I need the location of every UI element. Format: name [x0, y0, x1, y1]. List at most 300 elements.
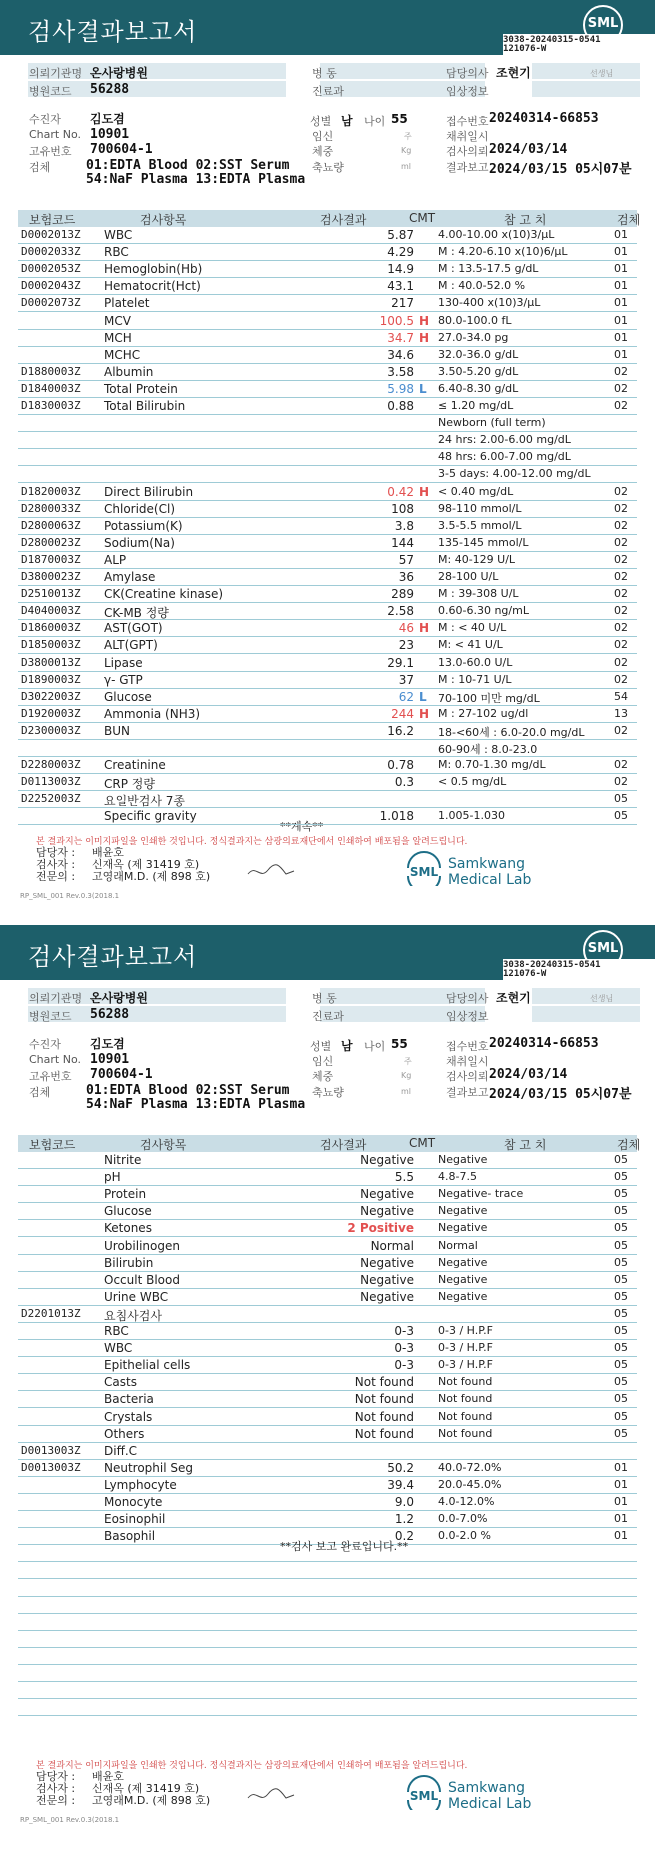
- table-row: [18, 1272, 637, 1289]
- row-specimen: 02: [614, 364, 628, 378]
- row-item: Sodium(Na): [104, 535, 175, 550]
- row-reference: 3.5-5.5 mmol/L: [438, 518, 522, 532]
- row-item: Eosinophil: [104, 1512, 166, 1527]
- row-reference: 27.0-34.0 pg: [438, 330, 509, 344]
- row-result: 4.29: [387, 245, 414, 260]
- row-item: Amylase: [104, 570, 156, 584]
- row-item: Monocyte: [104, 1495, 163, 1509]
- chart-value: 10901: [90, 1052, 130, 1067]
- examiner-value: 신재옥 (제 31419 호): [92, 1782, 200, 1795]
- weight-label: 체중: [312, 1070, 334, 1083]
- table-row: [18, 757, 637, 774]
- sex-value: 남: [341, 1039, 353, 1053]
- row-specimen: 05: [614, 1289, 628, 1303]
- row-specimen: 02: [614, 672, 628, 686]
- row-code: D0002073Z: [21, 296, 81, 310]
- row-code: D3022003Z: [21, 689, 81, 703]
- staff-value: 배윤호: [92, 1770, 124, 1783]
- inst-label: 의뢰기관명: [29, 992, 83, 1005]
- row-code: D1870003Z: [21, 552, 81, 566]
- row-specimen: 01: [614, 296, 628, 310]
- row-result: Negative: [360, 1272, 414, 1287]
- weight-label: 체중: [312, 145, 334, 158]
- row-item: Specific gravity: [104, 809, 197, 824]
- table-row: [18, 740, 637, 757]
- row-result: 9.0: [394, 1495, 414, 1509]
- row-item: MCHC: [104, 347, 141, 362]
- table-row: [18, 1220, 637, 1237]
- row-result: 39.4: [387, 1477, 414, 1492]
- revision-code: RP_SML_001 Rev.0.3(2018.1: [20, 892, 120, 900]
- row-reference: 0-3 / H.P.F: [438, 1324, 493, 1337]
- row-reference: < 0.5 mg/dL: [438, 775, 507, 789]
- clin-label: 임상정보: [446, 85, 489, 98]
- row-item: WBC: [104, 1341, 133, 1356]
- table-row: [18, 1614, 637, 1631]
- row-specimen: 05: [614, 1170, 628, 1184]
- row-specimen: 05: [614, 1426, 628, 1440]
- row-specimen: 02: [614, 758, 628, 772]
- row-code: D2252003Z: [21, 792, 81, 806]
- result-value: 2024/03/15 05시07분: [489, 162, 632, 177]
- table-row: [18, 689, 637, 706]
- row-specimen: 02: [614, 399, 628, 412]
- row-specimen: 05: [614, 1255, 628, 1269]
- row-result: Negative: [360, 1187, 414, 1202]
- row-specimen: 05: [614, 1392, 628, 1406]
- cmt-header: CMT: [409, 211, 436, 225]
- row-result: 37: [398, 672, 414, 687]
- table-row: [18, 1323, 637, 1340]
- table-row: [18, 261, 637, 278]
- id-value: 700604-1: [90, 142, 153, 157]
- inst-value: 온사랑병원: [90, 66, 148, 80]
- report-code-box: [503, 34, 655, 55]
- info-bar: [532, 81, 640, 97]
- table-row: [18, 1494, 637, 1511]
- row-reference: M : 40.0-52.0 %: [438, 279, 526, 293]
- row-specimen: 01: [614, 1529, 628, 1543]
- code-header: 보험코드: [29, 213, 76, 227]
- info-bar: [532, 63, 640, 79]
- row-specimen: 02: [614, 723, 628, 737]
- samkwang-logo-icon: [402, 846, 446, 886]
- row-item: Diff.C: [104, 1443, 138, 1458]
- doctor-label: 담당의사: [446, 992, 489, 1005]
- report-sub: 121076-W: [503, 969, 547, 979]
- row-specimen: 05: [614, 1221, 628, 1235]
- row-item: WBC: [104, 228, 133, 242]
- table-row: [18, 1699, 637, 1716]
- table-row: [18, 723, 637, 740]
- ward-label: 병 동: [312, 67, 337, 80]
- row-specimen: 05: [614, 1409, 628, 1423]
- row-code: D2800033Z: [21, 501, 81, 515]
- row-reference: 1.005-1.030: [438, 809, 505, 823]
- row-item: Lymphocyte: [104, 1477, 177, 1492]
- table-row: [18, 535, 637, 552]
- table-row: [18, 637, 637, 654]
- row-reference: Negative: [438, 1289, 488, 1303]
- table-row: [18, 1648, 637, 1665]
- row-specimen: 02: [614, 381, 628, 395]
- row-specimen: 05: [614, 1375, 628, 1389]
- row-item: Ketones: [104, 1221, 152, 1236]
- req-value: 2024/03/14: [489, 142, 568, 157]
- row-item: AST(GOT): [104, 621, 163, 636]
- row-result: 3.58: [387, 364, 414, 379]
- row-result: Negative: [360, 1153, 414, 1167]
- row-item: Albumin: [104, 364, 154, 379]
- row-specimen: 01: [614, 347, 628, 361]
- row-code: D4040003Z: [21, 604, 81, 618]
- footer-note: 본 결과지는 이미지파일을 인쇄한 것입니다. 정식결과지는 삼광의료재단에서 인쇄하여 배포됨을 알려드립니다.: [36, 837, 468, 847]
- row-result: 1.2: [394, 1512, 414, 1527]
- doctor-value: 조현기: [496, 66, 531, 80]
- doctor-unit: 선생님: [590, 69, 614, 78]
- row-code: D1850003Z: [21, 638, 81, 652]
- row-flag: L: [419, 381, 427, 396]
- row-result: 5.5: [394, 1170, 414, 1185]
- row-item: Total Bilirubin: [104, 399, 186, 413]
- report-sub: 121076-W: [503, 44, 547, 54]
- row-flag: H: [419, 706, 430, 721]
- table-row: [18, 518, 637, 535]
- item-header: 검사항목: [140, 1138, 187, 1152]
- row-reference: M : 13.5-17.5 g/dL: [438, 262, 539, 276]
- row-result: Not found: [354, 1375, 414, 1390]
- row-reference: 0.0-2.0 %: [438, 1529, 491, 1543]
- table-row: [18, 244, 637, 261]
- row-reference: 20.0-45.0%: [438, 1477, 502, 1491]
- row-result: 144: [391, 535, 414, 550]
- row-code: D1840003Z: [21, 381, 81, 395]
- specialist-label: 전문의 :: [36, 870, 76, 883]
- table-row: [18, 1152, 637, 1169]
- table-row: [18, 415, 637, 432]
- row-reference: Not found: [438, 1392, 493, 1406]
- row-item: Urine WBC: [104, 1289, 169, 1304]
- results-table-header: [18, 1135, 641, 1152]
- row-reference: M : 27-102 ug/dl: [438, 706, 529, 720]
- table-row: [18, 1340, 637, 1357]
- dept-label: 진료과: [312, 85, 344, 98]
- table-row: [18, 278, 637, 295]
- table-row: [18, 1186, 637, 1203]
- signature-image: [246, 862, 296, 882]
- hospcode-label: 병원코드: [29, 1010, 72, 1023]
- row-reference: M: 40-129 U/L: [438, 552, 516, 566]
- row-reference: 40.0-72.0%: [438, 1460, 502, 1474]
- row-specimen: 02: [614, 501, 628, 515]
- id-label: 고유번호: [29, 1070, 72, 1083]
- sml-logo: SML: [583, 5, 623, 45]
- reception-label: 접수번호: [446, 115, 489, 128]
- table-row: [18, 1511, 637, 1528]
- row-result: 2.58: [387, 604, 414, 619]
- row-specimen: 05: [614, 792, 628, 806]
- row-specimen: 02: [614, 535, 628, 549]
- row-reference: M : 39-308 U/L: [438, 587, 519, 601]
- row-reference: 4.8-7.5: [438, 1170, 477, 1184]
- inst-label: 의뢰기관명: [29, 67, 83, 80]
- row-item: Direct Bilirubin: [104, 484, 194, 499]
- row-item: Glucose: [104, 689, 152, 704]
- row-specimen: 02: [614, 570, 628, 583]
- lab-name-2: Medical Lab: [448, 1796, 532, 1812]
- row-reference: 4.00-10.00 x(10)3/μL: [438, 228, 555, 241]
- row-specimen: 02: [614, 621, 628, 635]
- row-result: 46: [398, 621, 414, 636]
- row-specimen: 05: [614, 1306, 628, 1320]
- specimen-header: 검체: [617, 1138, 641, 1152]
- row-reference: 98-110 mmol/L: [438, 501, 522, 515]
- row-result: Negative: [360, 1289, 414, 1304]
- table-row: [18, 655, 637, 672]
- table-row: [18, 1391, 637, 1408]
- row-result: 43.1: [387, 279, 414, 294]
- row-reference: M: < 41 U/L: [438, 638, 503, 652]
- row-specimen: 05: [614, 1238, 628, 1252]
- row-specimen: 02: [614, 518, 628, 532]
- row-reference: Normal: [438, 1238, 478, 1252]
- row-result: Not found: [354, 1409, 414, 1424]
- info-bar: [532, 1006, 640, 1022]
- table-row: [18, 330, 637, 347]
- row-item: BUN: [104, 723, 130, 738]
- row-reference: 135-145 mmol/L: [438, 535, 529, 549]
- table-row: [18, 791, 637, 808]
- id-value: 700604-1: [90, 1067, 153, 1082]
- row-reference: Not found: [438, 1426, 493, 1440]
- row-item: Bilirubin: [104, 1255, 154, 1270]
- table-row: [18, 501, 637, 518]
- row-result: 0-3: [394, 1358, 414, 1373]
- row-item: Basophil: [104, 1529, 156, 1544]
- row-item: 요침사검사: [104, 1308, 162, 1323]
- chart-label: Chart No.: [29, 128, 81, 141]
- patient-label: 수진자: [29, 113, 61, 126]
- req-value: 2024/03/14: [489, 1067, 568, 1082]
- staff-label: 담당자 :: [36, 1770, 76, 1783]
- specimen-value-1: 01:EDTA Blood 02:SST Serum: [86, 1083, 290, 1098]
- row-specimen: 01: [614, 1495, 628, 1508]
- row-specimen: 05: [614, 809, 628, 823]
- row-item: Protein: [104, 1187, 147, 1202]
- row-reference: 70-100 미만 mg/dL: [438, 691, 540, 705]
- row-flag: H: [419, 330, 430, 345]
- row-item: pH: [104, 1170, 121, 1185]
- table-row: [18, 1580, 637, 1597]
- report-page-2: [0, 925, 655, 1850]
- row-reference: Negative- trace: [438, 1187, 524, 1201]
- table-row: [18, 1443, 637, 1460]
- row-reference: Negative: [438, 1221, 488, 1235]
- row-item: Bacteria: [104, 1392, 154, 1407]
- row-item: RBC: [104, 1324, 129, 1338]
- specimen-label: 검체: [29, 161, 51, 174]
- table-row: [18, 432, 637, 449]
- row-item: MCV: [104, 313, 131, 328]
- row-code: D1880003Z: [21, 364, 81, 378]
- row-reference: 0.60-6.30 ng/mL: [438, 604, 529, 618]
- row-item: Ammonia (NH3): [104, 706, 201, 721]
- row-result: 108: [391, 501, 414, 516]
- row-specimen: 02: [614, 655, 628, 669]
- row-reference: 28-100 U/L: [438, 570, 499, 583]
- table-row: [18, 1426, 637, 1443]
- row-result: 0.88: [387, 399, 414, 413]
- row-result: 1.018: [379, 809, 414, 824]
- row-reference: Negative: [438, 1153, 488, 1166]
- ref-header: 참 고 치: [504, 213, 547, 227]
- row-specimen: 02: [614, 604, 628, 618]
- row-item: Potassium(K): [104, 518, 183, 533]
- row-reference: 130-400 x(10)3/μL: [438, 296, 541, 310]
- row-result: 16.2: [387, 723, 414, 738]
- row-item: CK-MB 정량: [104, 606, 169, 621]
- report-code: 3038-20240315-0541: [503, 35, 601, 45]
- row-reference: 4.0-12.0%: [438, 1495, 495, 1508]
- table-row: [18, 1460, 637, 1477]
- row-reference: 6.40-8.30 g/dL: [438, 381, 519, 395]
- row-reference: 0-3 / H.P.F: [438, 1358, 493, 1372]
- row-item: Glucose: [104, 1204, 152, 1219]
- row-result: 0-3: [394, 1324, 414, 1338]
- result-header: 검사결과: [320, 213, 367, 227]
- patient-label: 수진자: [29, 1038, 61, 1051]
- row-result: 62: [398, 689, 414, 704]
- sex-label: 성별: [310, 1040, 332, 1053]
- table-row: [18, 1409, 637, 1426]
- table-row: [18, 381, 637, 398]
- table-row: [18, 295, 637, 312]
- table-row: [18, 398, 637, 415]
- table-row: [18, 347, 637, 364]
- row-flag: H: [419, 621, 430, 636]
- row-reference: 48 hrs: 6.00-7.00 mg/dL: [438, 450, 571, 464]
- clin-label: 임상정보: [446, 1010, 489, 1023]
- row-code: D0002013Z: [21, 228, 81, 241]
- preg-unit: 주: [404, 132, 412, 141]
- age-label: 나이: [364, 1040, 386, 1053]
- specialist-value: 고영래M.D. (제 898 호): [92, 870, 211, 883]
- ward-label: 병 동: [312, 992, 337, 1005]
- row-result: 244: [391, 706, 414, 721]
- reception-label: 접수번호: [446, 1040, 489, 1053]
- row-item: Total Protein: [104, 381, 178, 396]
- doctor-value: 조현기: [496, 991, 531, 1005]
- row-item: Platelet: [104, 296, 150, 311]
- row-item: Occult Blood: [104, 1272, 180, 1287]
- row-reference: 32.0-36.0 g/dL: [438, 347, 519, 361]
- result-label: 결과보고: [446, 161, 489, 174]
- urine-label: 축뇨량: [312, 1086, 344, 1099]
- row-item: Casts: [104, 1375, 137, 1390]
- dept-label: 진료과: [312, 1010, 344, 1023]
- table-row: [18, 1631, 637, 1648]
- cmt-header: CMT: [409, 1136, 436, 1150]
- table-row: [18, 569, 637, 586]
- sex-label: 성별: [310, 115, 332, 128]
- samkwang-logo-icon: [402, 1770, 446, 1810]
- row-specimen: 05: [614, 1153, 628, 1166]
- row-code: D3800023Z: [21, 570, 81, 583]
- row-result: 0.2: [394, 1529, 414, 1544]
- row-result: 100.5: [379, 313, 414, 328]
- row-reference: M: 0.70-1.30 mg/dL: [438, 758, 546, 772]
- row-flag: H: [419, 484, 430, 499]
- row-result: 36: [398, 570, 414, 584]
- table-row: [18, 1477, 637, 1494]
- results-table-header: [18, 210, 641, 227]
- row-specimen: 01: [614, 279, 628, 293]
- row-item: Lipase: [104, 655, 143, 670]
- row-result: 0.78: [387, 758, 414, 773]
- row-reference: 0-3 / H.P.F: [438, 1341, 493, 1355]
- result-header: 검사결과: [320, 1138, 367, 1152]
- row-code: D2201013Z: [21, 1306, 81, 1320]
- row-item: Hemoglobin(Hb): [104, 262, 203, 277]
- row-item: γ- GTP: [104, 672, 143, 687]
- table-row: [18, 1289, 637, 1306]
- specialist-label: 전문의 :: [36, 1794, 76, 1807]
- row-item: CK(Creatine kinase): [104, 587, 224, 602]
- row-specimen: 01: [614, 1512, 628, 1526]
- specimen-value-2: 54:NaF Plasma 13:EDTA Plasma: [86, 172, 306, 187]
- row-specimen: 01: [614, 313, 628, 327]
- row-result: 57: [398, 552, 414, 567]
- table-row: [18, 313, 637, 330]
- age-value: 55: [391, 1037, 408, 1051]
- row-result: 29.1: [387, 655, 414, 670]
- row-item: ALP: [104, 552, 127, 567]
- row-code: D2300003Z: [21, 723, 81, 737]
- row-item: Neutrophil Seg: [104, 1460, 194, 1475]
- patient-value: 김도겸: [90, 112, 125, 126]
- row-code: D2510013Z: [21, 587, 81, 601]
- row-specimen: 05: [614, 1324, 628, 1337]
- lab-name-2: Medical Lab: [448, 872, 532, 888]
- row-specimen: 05: [614, 1272, 628, 1286]
- id-label: 고유번호: [29, 145, 72, 158]
- row-code: D0002053Z: [21, 262, 81, 276]
- row-item: Creatinine: [104, 758, 166, 773]
- table-row: [18, 672, 637, 689]
- req-label: 검사의뢰: [446, 1070, 489, 1083]
- sex-value: 남: [341, 114, 353, 128]
- row-specimen: 05: [614, 1204, 628, 1218]
- row-reference: 3.50-5.20 g/dL: [438, 364, 519, 378]
- table-row: [18, 227, 637, 244]
- lab-name-1: Samkwang: [448, 856, 525, 872]
- row-result: 50.2: [387, 1460, 414, 1475]
- row-reference: Negative: [438, 1204, 488, 1218]
- examiner-label: 검사자 :: [36, 1782, 76, 1795]
- specimen-label: 검체: [29, 1086, 51, 1099]
- footer-note: 본 결과지는 이미지파일을 인쇄한 것입니다. 정식결과지는 삼광의료재단에서 인쇄하여 배포됨을 알려드립니다.: [36, 1761, 468, 1771]
- row-item: RBC: [104, 245, 129, 260]
- row-reference: 0.0-7.0%: [438, 1512, 488, 1526]
- weight-unit: Kg: [401, 146, 412, 155]
- chart-label: Chart No.: [29, 1053, 81, 1066]
- table-row: [18, 808, 637, 825]
- inst-value: 온사랑병원: [90, 991, 148, 1005]
- age-value: 55: [391, 112, 408, 126]
- row-result: 3.8: [394, 518, 414, 533]
- lab-name-1: Samkwang: [448, 1780, 525, 1796]
- urine-unit: ml: [401, 162, 412, 171]
